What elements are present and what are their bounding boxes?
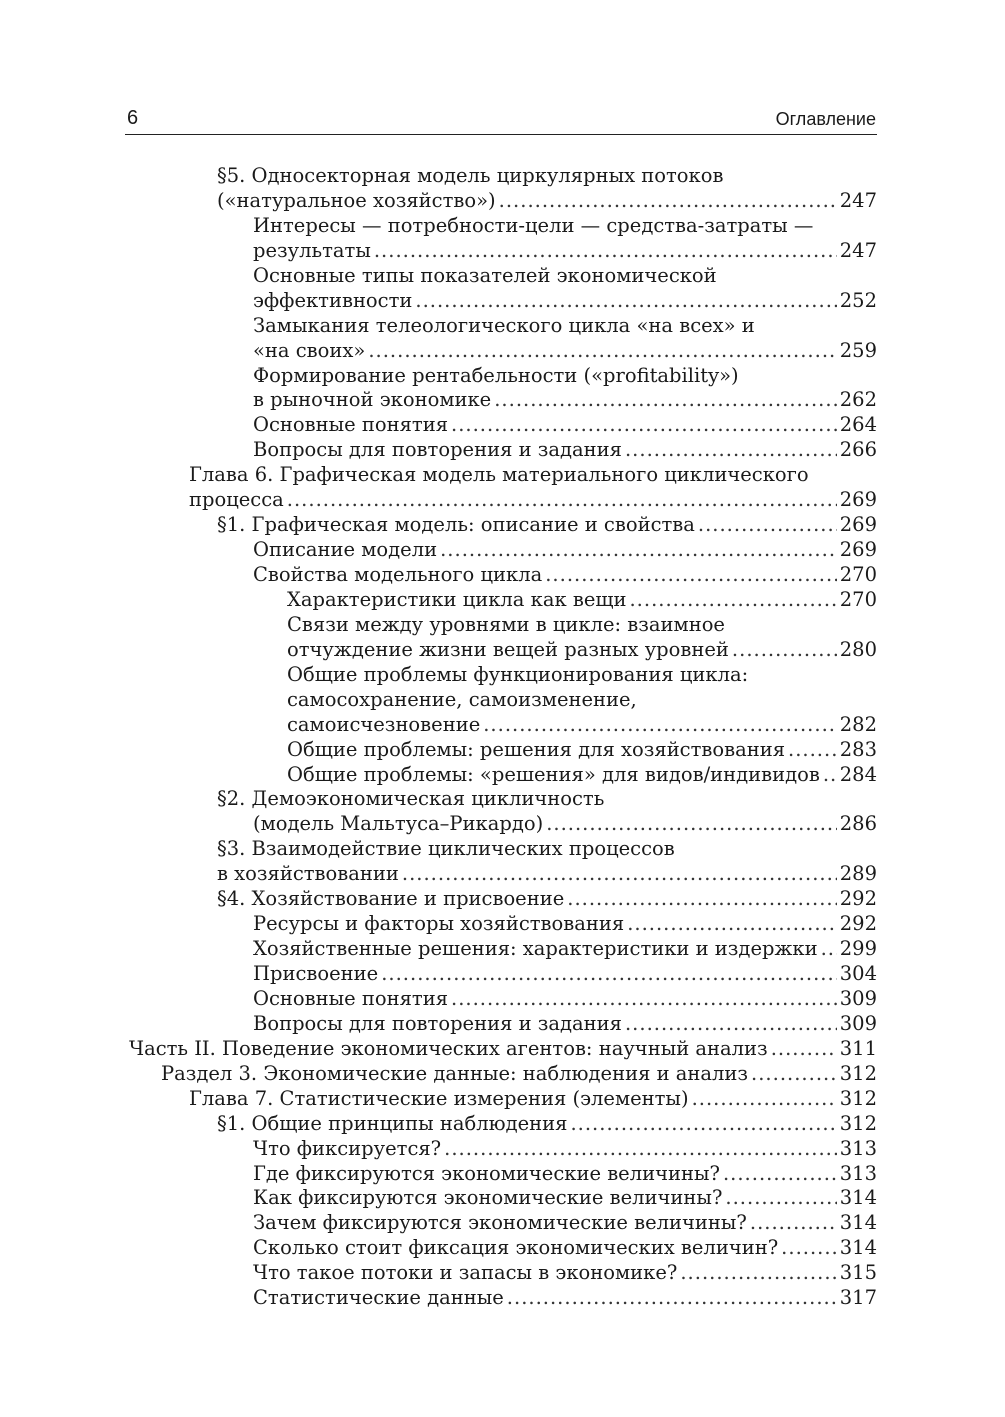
toc-entry[interactable] — [0, 314, 1005, 364]
toc-line — [0, 1162, 1005, 1187]
dot-leader — [368, 339, 836, 364]
toc-entry[interactable] — [0, 1087, 1005, 1112]
dot-leader — [788, 738, 837, 763]
dot-leader — [507, 1286, 837, 1311]
toc-line — [0, 488, 1005, 513]
toc-line — [0, 962, 1005, 987]
toc-line — [0, 339, 1005, 364]
toc-entry[interactable] — [0, 164, 1005, 214]
toc-entry-title: Основные понятия — [253, 413, 448, 437]
toc-entry[interactable] — [0, 1062, 1005, 1087]
toc-line — [0, 463, 1005, 488]
toc-entry-title: Зачем фиксируются экономические величины? — [253, 1211, 747, 1235]
toc-entry-title: Замыкания телеологического цикла «на всех» и — [253, 313, 755, 337]
dot-leader — [723, 1162, 837, 1187]
toc-page-number: 309 — [839, 1011, 877, 1035]
toc-entry[interactable] — [0, 1012, 1005, 1037]
toc-page-number: 299 — [839, 937, 877, 961]
toc-line — [0, 1012, 1005, 1037]
toc-page-number: 286 — [839, 812, 877, 836]
toc-entry-title: Характеристики цикла как вещи — [287, 587, 627, 611]
dot-leader — [781, 1236, 837, 1261]
toc-entry[interactable] — [0, 962, 1005, 987]
toc-line — [0, 987, 1005, 1012]
toc-entry-title: в рыночной экономике — [253, 388, 492, 412]
toc-entry-title: (модель Мальтуса–Рикардо) — [253, 812, 544, 836]
toc-entry[interactable] — [0, 987, 1005, 1012]
toc-line — [0, 1137, 1005, 1162]
toc-page-number: 270 — [839, 563, 877, 586]
toc-entry[interactable] — [0, 763, 1005, 788]
toc-page-number: 284 — [839, 762, 877, 786]
dot-leader — [692, 1087, 837, 1112]
toc-entry-title: самоисчезновение — [287, 712, 481, 736]
header-title: Оглавление — [775, 109, 876, 129]
toc-page-number: 262 — [839, 388, 877, 412]
toc-entry-title: Ресурсы и факторы хозяйствования — [253, 912, 625, 936]
toc-entry-title: §4. Хозяйствование и присвоение — [217, 887, 565, 911]
toc-entry-title: Часть II. Поведение экономических агентов: научный анализ — [129, 1036, 768, 1060]
toc-page-number: 312 — [839, 1061, 877, 1085]
toc-page-number: 282 — [839, 712, 877, 736]
toc-entry[interactable] — [0, 837, 1005, 887]
toc-page-number: 280 — [839, 637, 877, 661]
toc-line — [0, 812, 1005, 837]
toc-entry-title: Интересы — потребности-цели — средства-затраты — — [253, 213, 814, 237]
toc-line — [0, 688, 1005, 713]
toc-entry[interactable] — [0, 937, 1005, 962]
toc-entry-title: §3. Взаимодействие циклических процессов — [217, 837, 675, 861]
running-header — [125, 104, 877, 135]
dot-leader — [415, 289, 836, 314]
toc-page-number: 289 — [839, 862, 877, 886]
toc-entry-title: Присвоение — [253, 962, 379, 985]
table-of-contents — [0, 164, 1005, 1311]
toc-entry-title: Хозяйственные решения: характеристики и издержки — [253, 937, 818, 961]
dot-leader — [627, 912, 837, 937]
dot-leader — [823, 763, 837, 788]
toc-page-number: 317 — [839, 1286, 877, 1310]
toc-entry-title: Основные типы показателей экономической — [253, 263, 717, 287]
toc-page-number: 292 — [839, 887, 877, 911]
toc-page-number: 314 — [839, 1236, 877, 1260]
toc-entry-title: Что такое потоки и запасы в экономике? — [253, 1261, 678, 1285]
toc-line — [0, 563, 1005, 588]
toc-line — [0, 763, 1005, 788]
toc-page-number: 252 — [839, 288, 877, 312]
toc-line — [0, 937, 1005, 962]
toc-entry-title: Общие проблемы функционирования цикла: — [287, 662, 749, 686]
toc-entry[interactable] — [0, 1286, 1005, 1311]
toc-entry[interactable] — [0, 563, 1005, 588]
toc-page-number: 259 — [839, 338, 877, 362]
toc-line — [0, 538, 1005, 563]
toc-entry[interactable] — [0, 1211, 1005, 1236]
toc-entry[interactable] — [0, 588, 1005, 613]
toc-entry[interactable] — [0, 1261, 1005, 1286]
toc-entry-title: Вопросы для повторения и задания — [253, 438, 622, 462]
toc-page-number: 312 — [839, 1111, 877, 1135]
toc-page-number: 311 — [839, 1036, 877, 1060]
toc-entry[interactable] — [0, 1186, 1005, 1211]
toc-line — [0, 388, 1005, 413]
toc-line — [0, 189, 1005, 214]
toc-page-number: 314 — [839, 1186, 877, 1210]
toc-entry-title: эффективности — [253, 288, 413, 312]
toc-entry[interactable] — [0, 438, 1005, 463]
page-number: 6 — [127, 107, 139, 129]
toc-line — [0, 364, 1005, 389]
dot-leader — [451, 413, 837, 438]
dot-leader — [732, 638, 837, 663]
toc-line — [0, 638, 1005, 663]
toc-line — [0, 1087, 1005, 1112]
toc-line — [0, 1261, 1005, 1286]
toc-entry[interactable] — [0, 738, 1005, 763]
toc-page-number: 313 — [839, 1136, 877, 1160]
toc-line — [0, 787, 1005, 812]
toc-line — [0, 1112, 1005, 1137]
toc-line — [0, 1037, 1005, 1062]
dot-leader — [494, 388, 837, 413]
toc-entry[interactable] — [0, 463, 1005, 513]
toc-entry[interactable] — [0, 364, 1005, 414]
toc-entry[interactable] — [0, 1236, 1005, 1261]
toc-entry-title: Раздел 3. Экономические данные: наблюдения и анализ — [161, 1061, 749, 1085]
toc-entry[interactable] — [0, 1162, 1005, 1187]
toc-line — [0, 264, 1005, 289]
toc-line — [0, 862, 1005, 887]
toc-line — [0, 164, 1005, 189]
toc-entry-title: Основные понятия — [253, 986, 448, 1010]
toc-entry-title: Глава 7. Статистические измерения (элементы) — [189, 1086, 689, 1110]
toc-line — [0, 1286, 1005, 1311]
dot-leader — [771, 1037, 837, 1062]
toc-entry-title: Вопросы для повторения и задания — [253, 1011, 622, 1035]
toc-entry[interactable] — [0, 214, 1005, 264]
toc-page-number: 314 — [839, 1211, 877, 1235]
toc-line — [0, 1186, 1005, 1211]
toc-page-number: 312 — [839, 1086, 877, 1110]
toc-entry-title: Связи между уровнями в цикле: взаимное — [287, 612, 725, 636]
toc-entry-title: самосохранение, самоизменение, — [287, 687, 637, 711]
toc-line — [0, 214, 1005, 239]
toc-line — [0, 289, 1005, 314]
toc-entry-title: Описание модели — [253, 538, 438, 562]
toc-page-number: 304 — [839, 962, 877, 985]
dot-leader — [546, 812, 837, 837]
toc-entry[interactable] — [0, 887, 1005, 912]
toc-line — [0, 738, 1005, 763]
toc-page-number: 313 — [839, 1161, 877, 1185]
toc-page-number: 309 — [839, 986, 877, 1010]
dot-leader — [570, 1112, 836, 1137]
toc-entry[interactable] — [0, 1137, 1005, 1162]
dot-leader — [545, 563, 837, 588]
toc-entry-title: §1. Графическая модель: описание и свойства — [217, 513, 695, 537]
toc-entry-title: Формирование рентабельности («profitability») — [253, 363, 739, 387]
toc-entry-title: процесса — [189, 488, 284, 512]
dot-leader — [625, 1012, 837, 1037]
dot-leader — [499, 189, 837, 214]
toc-line — [0, 314, 1005, 339]
dot-leader — [567, 887, 837, 912]
dot-leader — [625, 438, 837, 463]
toc-entry-title: Как фиксируются экономические величины? — [253, 1186, 723, 1210]
toc-page-number: 269 — [839, 513, 877, 537]
toc-page-number: 315 — [839, 1261, 877, 1285]
toc-entry-title: Что фиксируется? — [253, 1136, 442, 1160]
dot-leader — [483, 713, 837, 738]
toc-entry[interactable] — [0, 413, 1005, 438]
toc-entry-title: результаты — [253, 238, 371, 262]
toc-entry[interactable] — [0, 264, 1005, 314]
toc-page-number: 269 — [839, 538, 877, 562]
toc-entry-title: «на своих» — [253, 338, 366, 362]
dot-leader — [629, 588, 836, 613]
toc-entry-title: Сколько стоит фиксация экономических величин? — [253, 1236, 779, 1260]
toc-entry-title: Где фиксируются экономические величины? — [253, 1161, 720, 1185]
dot-leader — [381, 962, 837, 987]
toc-entry[interactable] — [0, 663, 1005, 738]
toc-line — [0, 513, 1005, 538]
toc-line — [0, 837, 1005, 862]
toc-entry[interactable] — [0, 538, 1005, 563]
toc-line — [0, 912, 1005, 937]
toc-page-number: 269 — [839, 488, 877, 512]
dot-leader — [287, 488, 837, 513]
toc-entry-title: Глава 6. Графическая модель материального циклического — [189, 463, 809, 487]
dot-leader — [374, 239, 837, 264]
toc-entry[interactable] — [0, 787, 1005, 837]
toc-entry-title: §1. Общие принципы наблюдения — [217, 1111, 568, 1135]
toc-entry-title: («натуральное хозяйство») — [217, 188, 496, 212]
dot-leader — [680, 1261, 836, 1286]
dot-leader — [451, 987, 837, 1012]
toc-entry[interactable] — [0, 613, 1005, 663]
toc-page-number: 247 — [839, 188, 877, 212]
toc-page-number: 247 — [839, 238, 877, 262]
toc-page-number: 292 — [839, 912, 877, 936]
dot-leader — [750, 1211, 837, 1236]
toc-entry-title: Свойства модельного цикла — [253, 563, 543, 586]
dot-leader — [440, 538, 837, 563]
toc-entry-title: в хозяйствовании — [217, 862, 399, 886]
dot-leader — [698, 513, 837, 538]
toc-entry[interactable] — [0, 1037, 1005, 1062]
toc-line — [0, 1211, 1005, 1236]
toc-entry-title: отчуждение жизни вещей разных уровней — [287, 637, 729, 661]
toc-entry-title: §2. Демоэкономическая цикличность — [217, 787, 605, 811]
dot-leader — [751, 1062, 837, 1087]
toc-line — [0, 1236, 1005, 1261]
toc-line — [0, 713, 1005, 738]
toc-page-number: 266 — [839, 438, 877, 462]
toc-line — [0, 588, 1005, 613]
toc-page-number: 264 — [839, 413, 877, 437]
dot-leader — [444, 1137, 837, 1162]
toc-page-number: 283 — [839, 737, 877, 761]
toc-entry-title: Статистические данные — [253, 1286, 504, 1310]
toc-entry[interactable] — [0, 513, 1005, 538]
toc-entry-title: Общие проблемы: решения для хозяйствования — [287, 737, 786, 761]
toc-entry[interactable] — [0, 912, 1005, 937]
toc-line — [0, 438, 1005, 463]
toc-page-number: 270 — [839, 587, 877, 611]
toc-line — [0, 663, 1005, 688]
toc-line — [0, 613, 1005, 638]
toc-line — [0, 239, 1005, 264]
toc-line — [0, 887, 1005, 912]
dot-leader — [821, 937, 837, 962]
toc-line — [0, 1062, 1005, 1087]
toc-entry-title: Общие проблемы: «решения» для видов/индивидов — [287, 762, 820, 786]
toc-entry-title: §5. Односекторная модель циркулярных потоков — [217, 164, 724, 187]
dot-leader — [402, 862, 837, 887]
dot-leader — [725, 1186, 836, 1211]
toc-entry[interactable] — [0, 1112, 1005, 1137]
toc-line — [0, 413, 1005, 438]
